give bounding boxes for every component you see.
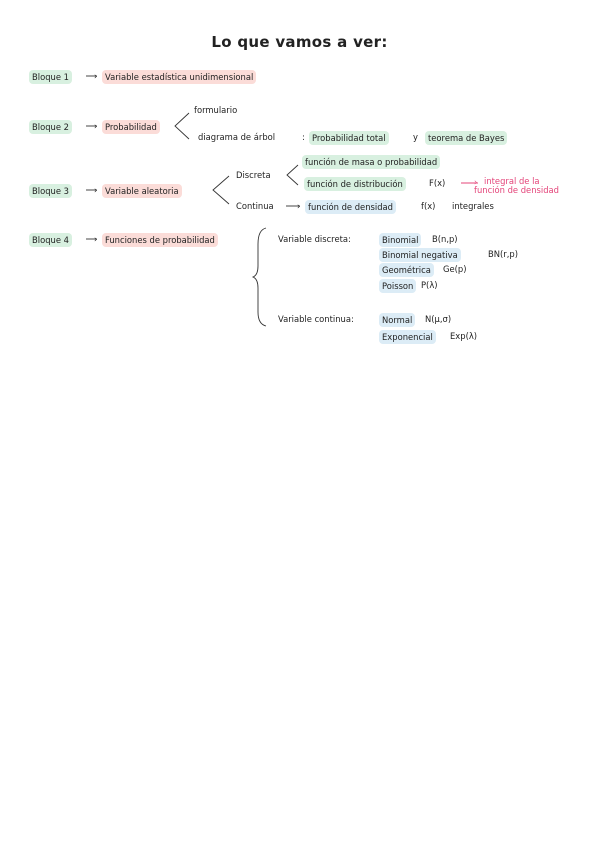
bloque1-topic: Variable estadística unidimensional — [102, 70, 256, 84]
arrowhead-bloque2: › — [94, 121, 98, 131]
bloque2-and: y — [413, 132, 418, 142]
bloque4-geometrica: Geométrica — [379, 263, 434, 277]
bloque3-note-line1: integral de la — [484, 176, 540, 186]
bloque4-exponencial-notation: Exp(λ) — [450, 331, 478, 341]
bloque4-geometrica-notation: Ge(p) — [443, 264, 467, 274]
arrowhead-continua: › — [297, 201, 301, 211]
bloque2-bayes: teorema de Bayes — [425, 131, 507, 145]
bloque4-poisson-notation: P(λ) — [421, 280, 438, 290]
bloque3-funcion-masa: función de masa o probabilidad — [302, 155, 440, 169]
bloque3-continua: Continua — [236, 201, 274, 211]
bloque2-prob-total: Probabilidad total — [309, 131, 389, 145]
bloque3-topic: Variable aleatoria — [102, 184, 182, 198]
bloque4-continua-label: Variable continua: — [278, 314, 354, 324]
bloque2-label: Bloque 2 — [29, 120, 72, 134]
bloque4-binomial-negativa-notation: BN(r,p) — [488, 249, 518, 259]
bloque2-colon: : — [302, 132, 305, 142]
fork-bloque3 — [213, 176, 229, 204]
bloque3-fx-lower: f(x) — [421, 201, 436, 211]
bloque4-normal-notation: N(μ,σ) — [425, 314, 452, 324]
fork-discreta — [287, 165, 298, 185]
bloque4-poisson: Poisson — [379, 279, 416, 293]
fork-bloque2 — [175, 113, 189, 139]
arrowhead-note: › — [474, 177, 478, 187]
arrowhead-bloque4: › — [94, 234, 98, 244]
bloque4-label: Bloque 4 — [29, 233, 72, 247]
bloque3-integrales: integrales — [452, 201, 494, 211]
bloque1-label: Bloque 1 — [29, 70, 72, 84]
brace-bloque4 — [253, 228, 266, 326]
bloque4-binomial: Binomial — [379, 233, 421, 247]
bloque3-Fx: F(x) — [429, 178, 446, 188]
bloque4-binomial-negativa: Binomial negativa — [379, 248, 461, 262]
bloque3-funcion-densidad: función de densidad — [305, 200, 396, 214]
page-title: Lo que vamos a ver: — [211, 33, 388, 51]
bloque4-normal: Normal — [379, 313, 415, 327]
arrowhead-bloque3: › — [94, 185, 98, 195]
bloque2-topic: Probabilidad — [102, 120, 160, 134]
bloque3-note-line2: función de densidad — [474, 185, 559, 195]
bloque4-topic: Funciones de probabilidad — [102, 233, 218, 247]
bloque4-binomial-notation: B(n,p) — [432, 234, 458, 244]
bloque3-label: Bloque 3 — [29, 184, 72, 198]
bloque4-discreta-label: Variable discreta: — [278, 234, 351, 244]
arrowhead-bloque1: › — [94, 71, 98, 81]
bloque3-funcion-distribucion: función de distribución — [304, 177, 406, 191]
bloque2-diagrama: diagrama de árbol — [198, 132, 276, 142]
bloque3-discreta: Discreta — [236, 170, 271, 180]
bloque2-formulario: formulario — [194, 105, 238, 115]
bloque4-exponencial: Exponencial — [379, 330, 436, 344]
